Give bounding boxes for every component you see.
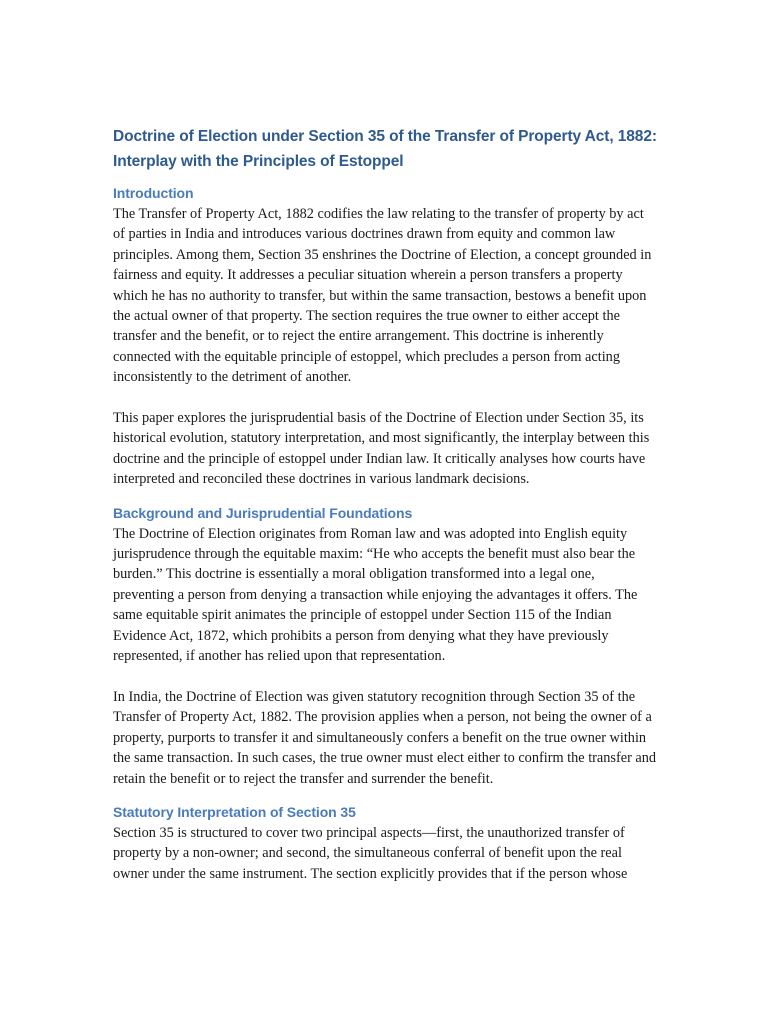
section-spacer xyxy=(113,789,658,801)
paragraph-spacer xyxy=(113,388,658,408)
section-heading-introduction: Introduction xyxy=(113,185,194,201)
document-title: Doctrine of Election under Section 35 of the Transfer of Property Act, 1882: Interplay with the Principles of Estoppel xyxy=(113,128,657,170)
section-heading-statutory-interpretation: Statutory Interpretation of Section 35 xyxy=(113,803,356,820)
section-spacer xyxy=(113,490,658,502)
paragraph: The Transfer of Property Act, 1882 codifies the law relating to the transfer of property by act of parties in India and introduces various doctrines drawn from equity and common law principles. Among them, Section 35 enshrines the Doctrine of Election, a concept grounded in fairness and equity. It addresses a peculiar situation wherein a person transfers a property which he has no authority to transfer, but within the same transaction, bestows a benefit upon the actual owner of that property. The section requires the true owner to either accept the transfer and the benefit, or to reject the entire arrangement. This doctrine is inherently connected with the equitable principle of estoppel, which precludes a person from acting inconsistently to the detriment of another. xyxy=(113,206,652,386)
document-page xyxy=(113,124,658,884)
paragraph-spacer xyxy=(113,667,658,687)
paragraph: In India, the Doctrine of Election was given statutory recognition through Section 35 of the Transfer of Property Act, 1882. The provision applies when a person, not being the owner of a property, purports to transfer it and simultaneously confers a benefit on the true owner within the same transaction. In such cases, the true owner must elect either to confirm the transfer and retain the benefit or to reject the transfer and surrender the benefit. xyxy=(113,688,657,787)
paragraph: The Doctrine of Election originates from Roman law and was adopted into English equity jurisprudence through the equitable maxim: “He who accepts the benefit must also bear the burden.” This doctrine is essentially a moral obligation transformed into a legal one, preventing a person from denying a transaction while enjoying the advantages it offers. The same equitable spirit animates the principle of estoppel under Section 115 of the Indian Evidence Act, 1872, which prohibits a person from denying what they have previously represented, if another has relied upon that representation. xyxy=(113,525,638,665)
paragraph: This paper explores the jurisprudential basis of the Doctrine of Election under Section 35, its historical evolution, statutory interpretation, and most significantly, the interplay between this doctrine and the principle of estoppel under Indian law. It critically analyses how courts have interpreted and reconciled these doctrines in various landmark decisions. xyxy=(113,410,650,488)
section-heading-background: Background and Jurisprudential Foundations xyxy=(113,504,413,521)
paragraph: Section 35 is structured to cover two principal aspects—first, the unauthorized transfer of property by a non-owner; and second, the simultaneous conferral of benefit upon the real owner under the same instrument. The section explicitly provides that if the person whose xyxy=(113,824,628,882)
